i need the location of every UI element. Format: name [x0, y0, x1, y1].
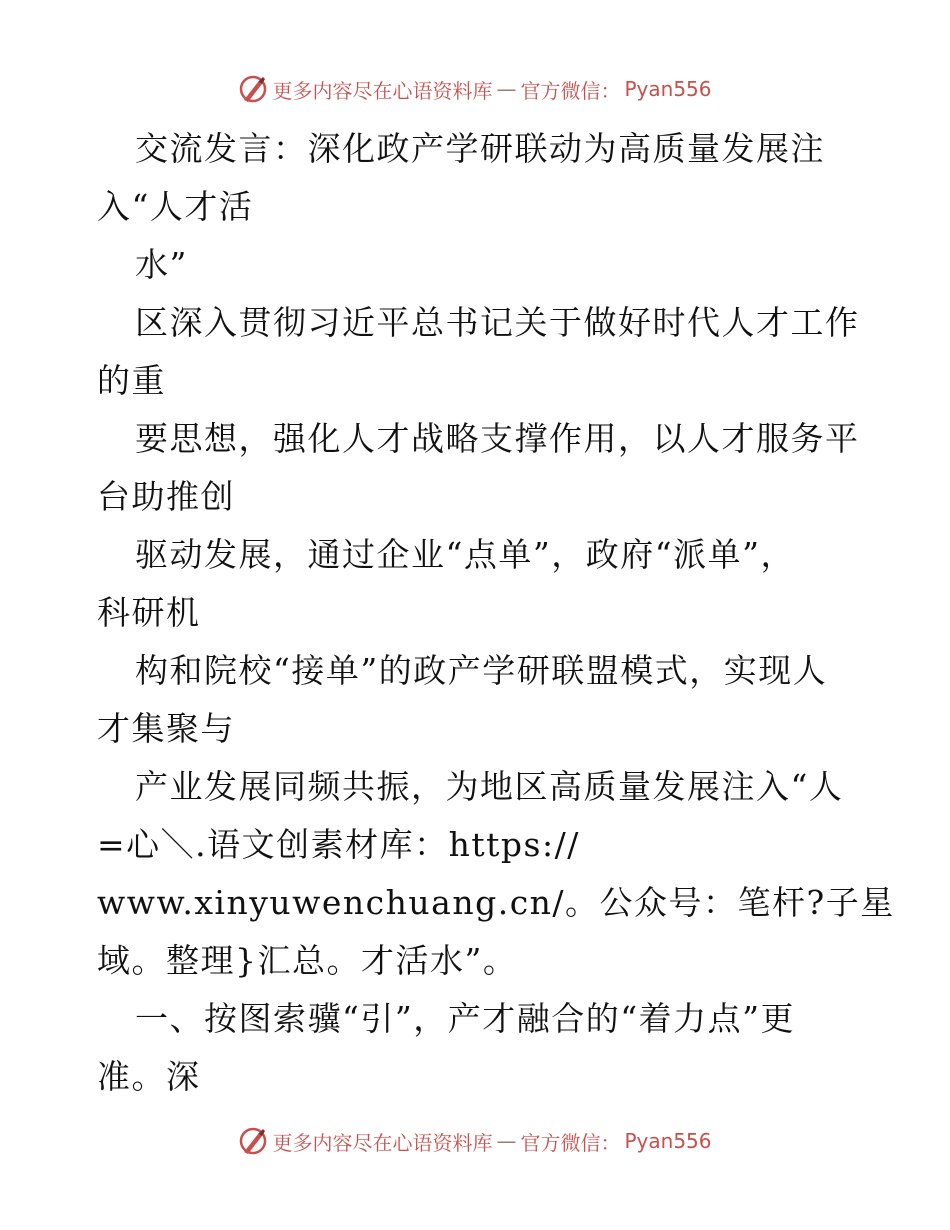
text-line: 一、按图索骥“引”，产才融合的“着力点”更 — [135, 999, 795, 1038]
watermark-id: Pyan556 — [624, 1129, 712, 1153]
footer-watermark — [0, 1126, 950, 1156]
text-line: 台助推创 — [97, 477, 235, 516]
text-line: =心＼.语文创素材库：https:// — [97, 825, 580, 864]
text-line: 产业发展同频共振，为地区高质量发展注入“人 — [135, 767, 844, 806]
text-line: 要思想，强化人才战略支撑作用，以人才服务平 — [135, 419, 860, 458]
text-line: 构和院校“接单”的政产学研联盟模式，实现人 — [135, 651, 828, 690]
watermark-main-text: 更多内容尽在心语资料库 — [272, 78, 493, 103]
watermark-separator: — — [496, 77, 517, 101]
watermark-label: 官方微信： — [520, 78, 621, 103]
watermark-id: Pyan556 — [624, 77, 712, 101]
text-line: 准。深 — [97, 1057, 201, 1096]
watermark-label: 官方微信： — [520, 1130, 621, 1155]
document-body — [97, 120, 895, 1106]
text-line: 才集聚与 — [97, 709, 235, 748]
watermark-separator: — — [496, 1129, 517, 1153]
watermark-main-text: 更多内容尽在心语资料库 — [272, 1130, 493, 1155]
text-line: 水” — [135, 245, 188, 284]
text-line: 科研机 — [97, 593, 201, 632]
text-line: 的重 — [97, 361, 166, 400]
pen-logo-icon — [238, 1126, 268, 1156]
text-line: 区深入贯彻习近平总书记关于做好时代人才工作 — [135, 303, 860, 342]
text-line: 入“人才活 — [97, 187, 254, 226]
text-line: 域。整理}汇总。才活水”。 — [97, 941, 518, 980]
text-line: www.xinyuwenchuang.cn/。公众号：笔杆?子星 — [97, 883, 895, 922]
text-line: 交流发言：深化政产学研联动为高质量发展注 — [135, 129, 825, 168]
text-line: 驱动发展，通过企业“点单”，政府“派单”， — [135, 535, 795, 574]
header-watermark — [0, 74, 950, 104]
pen-logo-icon — [238, 74, 268, 104]
